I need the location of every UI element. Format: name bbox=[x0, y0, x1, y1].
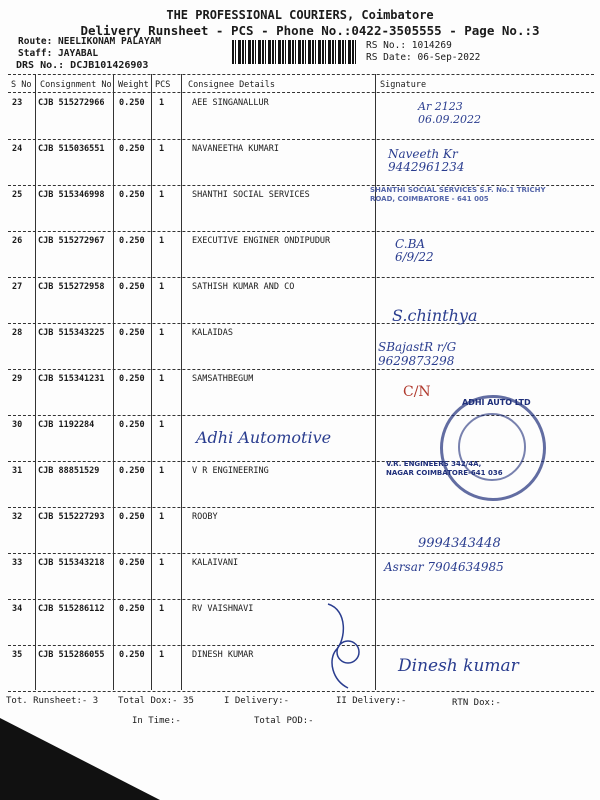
signature-26: C.BA 6/9/22 bbox=[395, 237, 434, 264]
row-weight: 0.250 bbox=[119, 604, 145, 614]
row-consignment: CJB 515036551 bbox=[38, 144, 105, 154]
signature-33: Asrsar 7904634985 bbox=[384, 560, 504, 574]
rs-date: RS Date: 06-Sep-2022 bbox=[366, 52, 481, 63]
document-title bbox=[0, 8, 600, 38]
footer-total-pod: Total POD:- bbox=[254, 716, 314, 726]
row-consignment: CJB 1192284 bbox=[38, 420, 95, 430]
row-consignee: ROOBY bbox=[192, 512, 218, 522]
col-header-sno: S No bbox=[11, 80, 32, 90]
row-weight: 0.250 bbox=[119, 144, 145, 154]
row-consignment: CJB 515272958 bbox=[38, 282, 105, 292]
row-weight: 0.250 bbox=[119, 512, 145, 522]
row-weight: 0.250 bbox=[119, 558, 145, 568]
row-pcs: 1 bbox=[159, 190, 165, 200]
row-sno: 23 bbox=[12, 98, 23, 108]
rs-number: RS No.: 1014269 bbox=[366, 40, 452, 51]
col-header-consignment: Consignment No bbox=[40, 80, 112, 90]
row-consignment: CJB 88851529 bbox=[38, 466, 100, 476]
signature-23: Ar 2123 06.09.2022 bbox=[418, 100, 481, 126]
row-pcs: 1 bbox=[159, 512, 165, 522]
stamp-vr-engineers: V.R. ENGINEERS 342/4A, NAGAR COIMBATORE-641 036 bbox=[386, 460, 503, 477]
row-sno: 24 bbox=[12, 144, 23, 154]
row-weight: 0.250 bbox=[119, 650, 145, 660]
table-row bbox=[0, 600, 600, 646]
footer-i-delivery: I Delivery:- bbox=[224, 696, 290, 706]
signature-27: S.chinthya bbox=[392, 306, 478, 325]
row-weight: 0.250 bbox=[119, 236, 145, 246]
row-pcs: 1 bbox=[159, 466, 165, 476]
row-consignment: CJB 515286055 bbox=[38, 650, 105, 660]
barcode bbox=[232, 40, 358, 64]
row-weight: 0.250 bbox=[119, 420, 145, 430]
col-header-weight: Weight bbox=[118, 80, 149, 90]
row-pcs: 1 bbox=[159, 374, 165, 384]
row-sno: 26 bbox=[12, 236, 23, 246]
row-consignment: CJB 515272966 bbox=[38, 98, 105, 108]
signature-30: Adhi Automotive bbox=[196, 428, 332, 447]
row-weight: 0.250 bbox=[119, 374, 145, 384]
route-staff-block bbox=[18, 36, 161, 60]
footer-ii-delivery: II Delivery:- bbox=[336, 696, 407, 706]
signature-28: SBajastR r/G 9629873298 bbox=[378, 340, 457, 368]
row-consignee: SAMSATHBEGUM bbox=[192, 374, 254, 384]
row-sno: 33 bbox=[12, 558, 23, 568]
row-consignee: SATHISH KUMAR AND CO bbox=[192, 282, 295, 292]
row-weight: 0.250 bbox=[119, 466, 145, 476]
row-consignee: KALAIVANI bbox=[192, 558, 239, 568]
row-consignee: NAVANEETHA KUMARI bbox=[192, 144, 279, 154]
row-sno: 35 bbox=[12, 650, 23, 660]
table-row bbox=[0, 508, 600, 554]
row-weight: 0.250 bbox=[119, 98, 145, 108]
row-consignee: KALAIDAS bbox=[192, 328, 233, 338]
row-sno: 34 bbox=[12, 604, 23, 614]
runsheet-title: Delivery Runsheet - PCS - Phone No.:0422-3505555 - Page No.:3 bbox=[80, 23, 540, 38]
row-consignee: V R ENGINEERING bbox=[192, 466, 269, 476]
row-weight: 0.250 bbox=[119, 190, 145, 200]
col-header-signature: Signature bbox=[380, 80, 427, 90]
table-row bbox=[0, 232, 600, 278]
table-bottom-rule bbox=[8, 691, 594, 692]
row-consignment: CJB 515272967 bbox=[38, 236, 105, 246]
row-consignment: CJB 515286112 bbox=[38, 604, 105, 614]
footer-tot-runsheet: Tot. Runsheet:- 3 bbox=[6, 696, 99, 706]
row-sno: 29 bbox=[12, 374, 23, 384]
row-sno: 25 bbox=[12, 190, 23, 200]
row-consignee: AEE SINGANALLUR bbox=[192, 98, 269, 108]
row-consignment: CJB 515227293 bbox=[38, 512, 105, 522]
row-pcs: 1 bbox=[159, 328, 165, 338]
row-sno: 32 bbox=[12, 512, 23, 522]
footer-in-time: In Time:- bbox=[132, 716, 181, 726]
row-pcs: 1 bbox=[159, 98, 165, 108]
table-header-rule bbox=[8, 92, 594, 93]
row-weight: 0.250 bbox=[119, 282, 145, 292]
footer-rtn-dox: RTN Dox:- bbox=[452, 698, 501, 708]
signature-32: 9994343448 bbox=[418, 536, 501, 551]
company-name: THE PROFESSIONAL COURIERS, Coimbatore bbox=[166, 8, 434, 22]
row-pcs: 1 bbox=[159, 604, 165, 614]
row-pcs: 1 bbox=[159, 650, 165, 660]
row-consignment: CJB 515343218 bbox=[38, 558, 105, 568]
row-consignee: DINESH KUMAR bbox=[192, 650, 254, 660]
row-sno: 31 bbox=[12, 466, 23, 476]
row-weight: 0.250 bbox=[119, 328, 145, 338]
signature-29: C/N bbox=[403, 384, 431, 400]
route-label: Route: NEELIKONAM PALAYAM bbox=[18, 36, 161, 47]
row-sno: 30 bbox=[12, 420, 23, 430]
row-pcs: 1 bbox=[159, 144, 165, 154]
signature-24: Naveeth Kr 9442961234 bbox=[388, 147, 465, 174]
table-row bbox=[0, 94, 600, 140]
row-pcs: 1 bbox=[159, 558, 165, 568]
stamp-shanthi: SHANTHI SOCIAL SERVICES S.F. No.1 TRICHY ROAD, COIMBATORE - 641 005 bbox=[370, 186, 546, 203]
row-pcs: 1 bbox=[159, 282, 165, 292]
signature-35: Dinesh kumar bbox=[398, 656, 519, 676]
row-consignment: CJB 515341231 bbox=[38, 374, 105, 384]
stamp-text: ADHI AUTO LTD bbox=[462, 398, 531, 407]
row-consignment: CJB 515346998 bbox=[38, 190, 105, 200]
row-consignee: EXECUTIVE ENGINER ONDIPUDUR bbox=[192, 236, 331, 246]
scan-shadow-corner bbox=[0, 700, 160, 800]
drs-number: DRS No.: DCJB101426903 bbox=[16, 60, 149, 71]
row-pcs: 1 bbox=[159, 236, 165, 246]
col-header-consignee: Consignee Details bbox=[188, 80, 275, 90]
rs-block bbox=[366, 40, 480, 64]
row-pcs: 1 bbox=[159, 420, 165, 430]
table-top-rule bbox=[8, 74, 594, 75]
col-header-pcs: PCS bbox=[155, 80, 171, 90]
row-consignment: CJB 515343225 bbox=[38, 328, 105, 338]
row-consignee: SHANTHI SOCIAL SERVICES bbox=[192, 190, 310, 200]
row-consignee: RV VAISHNAVI bbox=[192, 604, 254, 614]
signature-scribble-34 bbox=[318, 600, 368, 692]
row-sno: 28 bbox=[12, 328, 23, 338]
footer-total-dox: Total Dox:- 35 bbox=[118, 696, 194, 706]
staff-label: Staff: JAYABAL bbox=[18, 48, 99, 59]
row-sno: 27 bbox=[12, 282, 23, 292]
table-row bbox=[0, 278, 600, 324]
